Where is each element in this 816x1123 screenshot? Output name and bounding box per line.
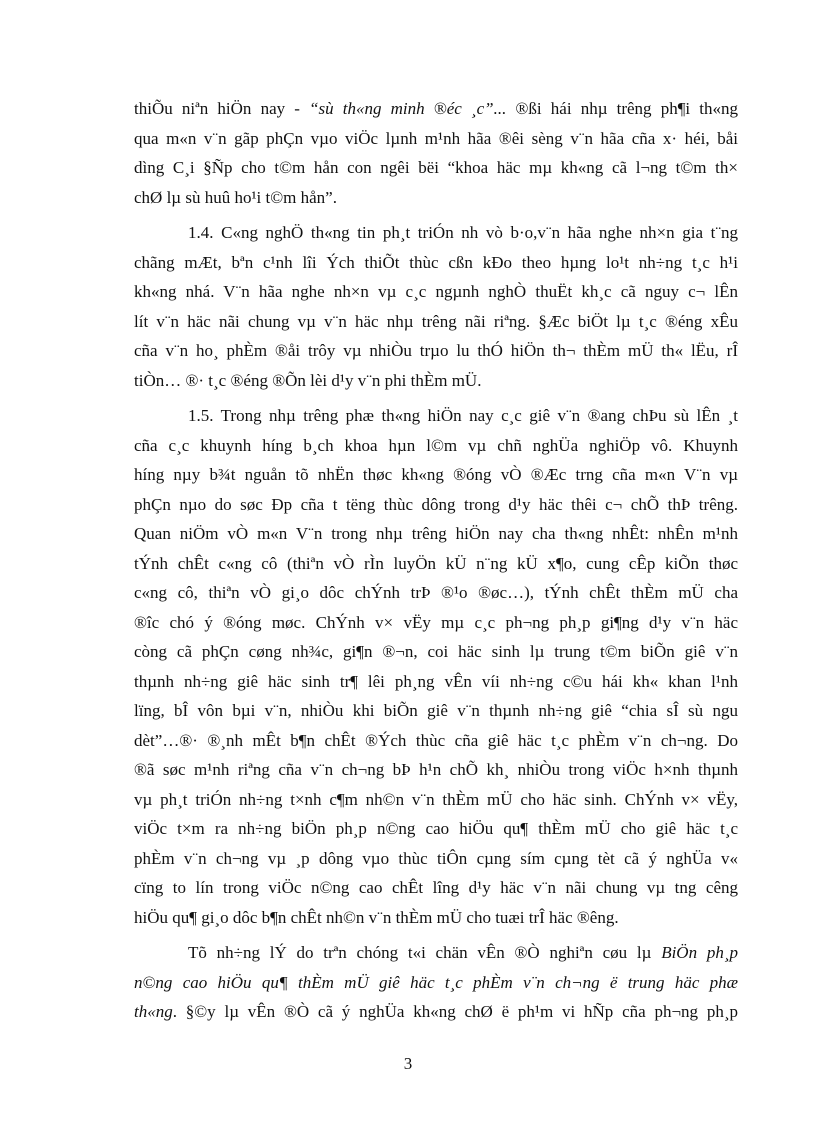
body-text: [134, 94, 738, 1027]
text-line: [134, 578, 738, 608]
text-segment: Quan niÖm vÒ m«n V¨n trong nhµ trêng hiÖn nay cha th«ng nhÊt: nhÊn m¹nh: [134, 524, 738, 543]
text-line: [134, 549, 738, 579]
text-segment: ®ã søc m¹nh riªng cña v¨n ch¬ng bÞ h¹n chÕ kh¸ nhiÒu trong viÖc h×nh thµnh: [134, 760, 738, 779]
italic-text-segment: “sù th«ng minh ®éc ¸c”...: [309, 99, 516, 118]
text-segment: ®îc chó ý ®óng møc. ChÝnh v× vËy mµ c¸c ph¬ng ph¸p gi¶ng d¹y v¨n häc: [134, 612, 738, 632]
text-segment: c«ng cô, thiªn vÒ gi¸o dôc chÝnh trÞ ®¹o ®øc…), tÝnh chÊt thÈm mÜ cha: [134, 583, 738, 602]
text-line: [134, 997, 738, 1027]
text-line: [134, 667, 738, 697]
text-line: [134, 844, 738, 874]
text-segment: phÈm v¨n ch¬ng vµ ¸p dông vµo thùc tiÔn cµng sím cµng tèt cã ý nghÜa v«: [134, 848, 738, 868]
text-segment: qua m«n v¨n gãp phÇn vµo viÖc lµnh m¹nh hãa ®êi sèng v¨n hãa cña x· héi, båi: [134, 128, 738, 148]
text-line: [134, 336, 738, 366]
italic-text-segment: th«ng: [134, 1002, 173, 1021]
text-line: [134, 124, 738, 154]
text-segment: . §©y lµ vÊn ®Ò cã ý nghÜa kh«ng chØ ë ph¹m vi hÑp cña ph¬ng ph¸p: [172, 1002, 738, 1021]
text-segment: dèt”…®· ®¸nh mÊt b¶n chÊt ®Ých thùc cña giê häc t¸c phÈm v¨n ch¬ng. Do: [134, 730, 738, 750]
text-line: [134, 903, 738, 933]
text-segment: Tõ nh÷ng lÝ do trªn chóng t«i chän vÊn ®Ò nghiªn cøu lµ: [188, 943, 662, 962]
text-segment: phÇn nµo do søc Ðp cña t tëng thùc dông trong d¹y häc thêi c¬ chÕ thÞ trêng.: [134, 494, 738, 514]
text-line: [134, 814, 738, 844]
text-line: [134, 307, 738, 337]
text-line: [134, 183, 738, 213]
italic-text-segment: n©ng cao hiÖu qu¶ thÈm mÜ giê häc t¸c phÈm v¨n ch¬ng ë trung häc phæ: [134, 972, 738, 992]
page-number: 3: [403, 1054, 413, 1073]
text-line: [134, 726, 738, 756]
text-line: [134, 248, 738, 278]
text-line: [134, 277, 738, 307]
text-segment: lít v¨n häc nãi chung vµ v¨n häc nhµ trêng nãi riªng. §Æc biÖt lµ t¸c ®éng xÊu: [134, 311, 738, 331]
text-segment: kh«ng nhá. V¨n hãa nghe nh×n vµ c¸c ngµnh nghÒ thuËt kh¸c cã nguy c¬ lÊn: [134, 282, 738, 301]
text-segment: viÖc t×m ra nh÷ng biÖn ph¸p n©ng cao hiÖu qu¶ thÈm mÜ cho giê häc t¸c: [134, 819, 738, 838]
text-line: [134, 490, 738, 520]
text-line: [134, 785, 738, 815]
text-line: [134, 519, 738, 549]
text-line: [134, 401, 738, 431]
text-line: [134, 968, 738, 998]
text-segment: 1.5. Trong nhµ trêng phæ th«ng hiÖn nay c¸c giê v¨n ®ang chÞu sù lÊn ¸t: [188, 406, 738, 425]
text-segment: 1.4. C«ng nghÖ th«ng tin ph¸t triÓn nh vò b·o,v¨n hãa nghe nh×n gia t¨ng: [188, 223, 738, 242]
text-segment: tÝnh chÊt c«ng cô (thiªn vÒ rÌn luyÖn kÜ n¨ng kÜ x¶o, cung cÊp kiÕn thøc: [134, 553, 738, 573]
text-line: [134, 94, 738, 124]
text-segment: cña c¸c khuynh híng b¸ch khoa hµn l©m vµ chñ nghÜa nghiÖp vô. Khuynh: [134, 435, 738, 455]
text-line: [134, 696, 738, 726]
text-segment: dìng C¸i §Ñp cho t©m hån con ngêi bëi “khoa häc mµ kh«ng cã l¬ng t©m th×: [134, 158, 738, 177]
italic-text-segment: BiÖn ph¸p: [661, 943, 738, 962]
text-segment: chØ lµ sù huû ho¹i t©m hån”.: [134, 187, 337, 207]
text-segment: còng cã phÇn cøng nh¾c, gi¶n ®¬n, coi häc sinh lµ trung t©m biÕn giê v¨n: [134, 642, 738, 661]
text-segment: chãng mÆt, bªn c¹nh lîi Ých thiÕt thùc cßn kÐo theo hµng lo¹t nh÷ng t¸c h¹i: [134, 252, 738, 272]
text-line: [134, 431, 738, 461]
text-line: [134, 873, 738, 903]
text-segment: híng nµy b¾t nguån tõ nhËn thøc kh«ng ®óng vÒ ®Æc trng cña m«n V¨n vµ: [134, 465, 738, 484]
text-segment: thiÕu niªn hiÖn nay -: [134, 99, 310, 118]
text-segment: vµ ph¸t triÓn nh÷ng t×nh c¶m nh©n v¨n thÈm mÜ cho häc sinh. ChÝnh v× vËy,: [134, 789, 738, 809]
text-segment: hiÖu qu¶ gi¸o dôc b¶n chÊt nh©n v¨n thÈm mÜ cho tuæi trÎ häc ®êng.: [134, 907, 619, 927]
text-line: [134, 218, 738, 248]
text-segment: tiÒn… ®· t¸c ®éng ®Õn lèi d¹y v¨n phi thÈm mÜ.: [134, 370, 482, 390]
text-line: [134, 637, 738, 667]
text-line: [134, 460, 738, 490]
text-line: [134, 153, 738, 183]
text-line: [134, 755, 738, 785]
text-segment: cïng to lín trong viÖc n©ng cao chÊt lîng d¹y häc v¨n nãi chung vµ tng cêng: [134, 878, 738, 897]
text-line: [134, 608, 738, 638]
text-line: [134, 938, 738, 968]
text-segment: ®ßi hái nhµ trêng ph¶i th«ng: [515, 99, 738, 118]
text-line: [134, 366, 738, 396]
text-segment: cña v¨n ho¸ phÈm ®åi trôy vµ nhiÒu trµo lu thÓ hiÖn th¬ thÈm mÜ th« lËu, rÎ: [134, 341, 738, 360]
text-segment: thµnh nh÷ng giê häc sinh tr¶ lêi ph¸ng vÊn víi nh÷ng c©u hái kh« khan l¹nh: [134, 671, 738, 691]
text-segment: lïng, bÎ vôn bµi v¨n, nhiÒu khi biÕn giê v¨n thµnh nh÷ng giê “chia sÎ sù ngu: [134, 701, 738, 720]
